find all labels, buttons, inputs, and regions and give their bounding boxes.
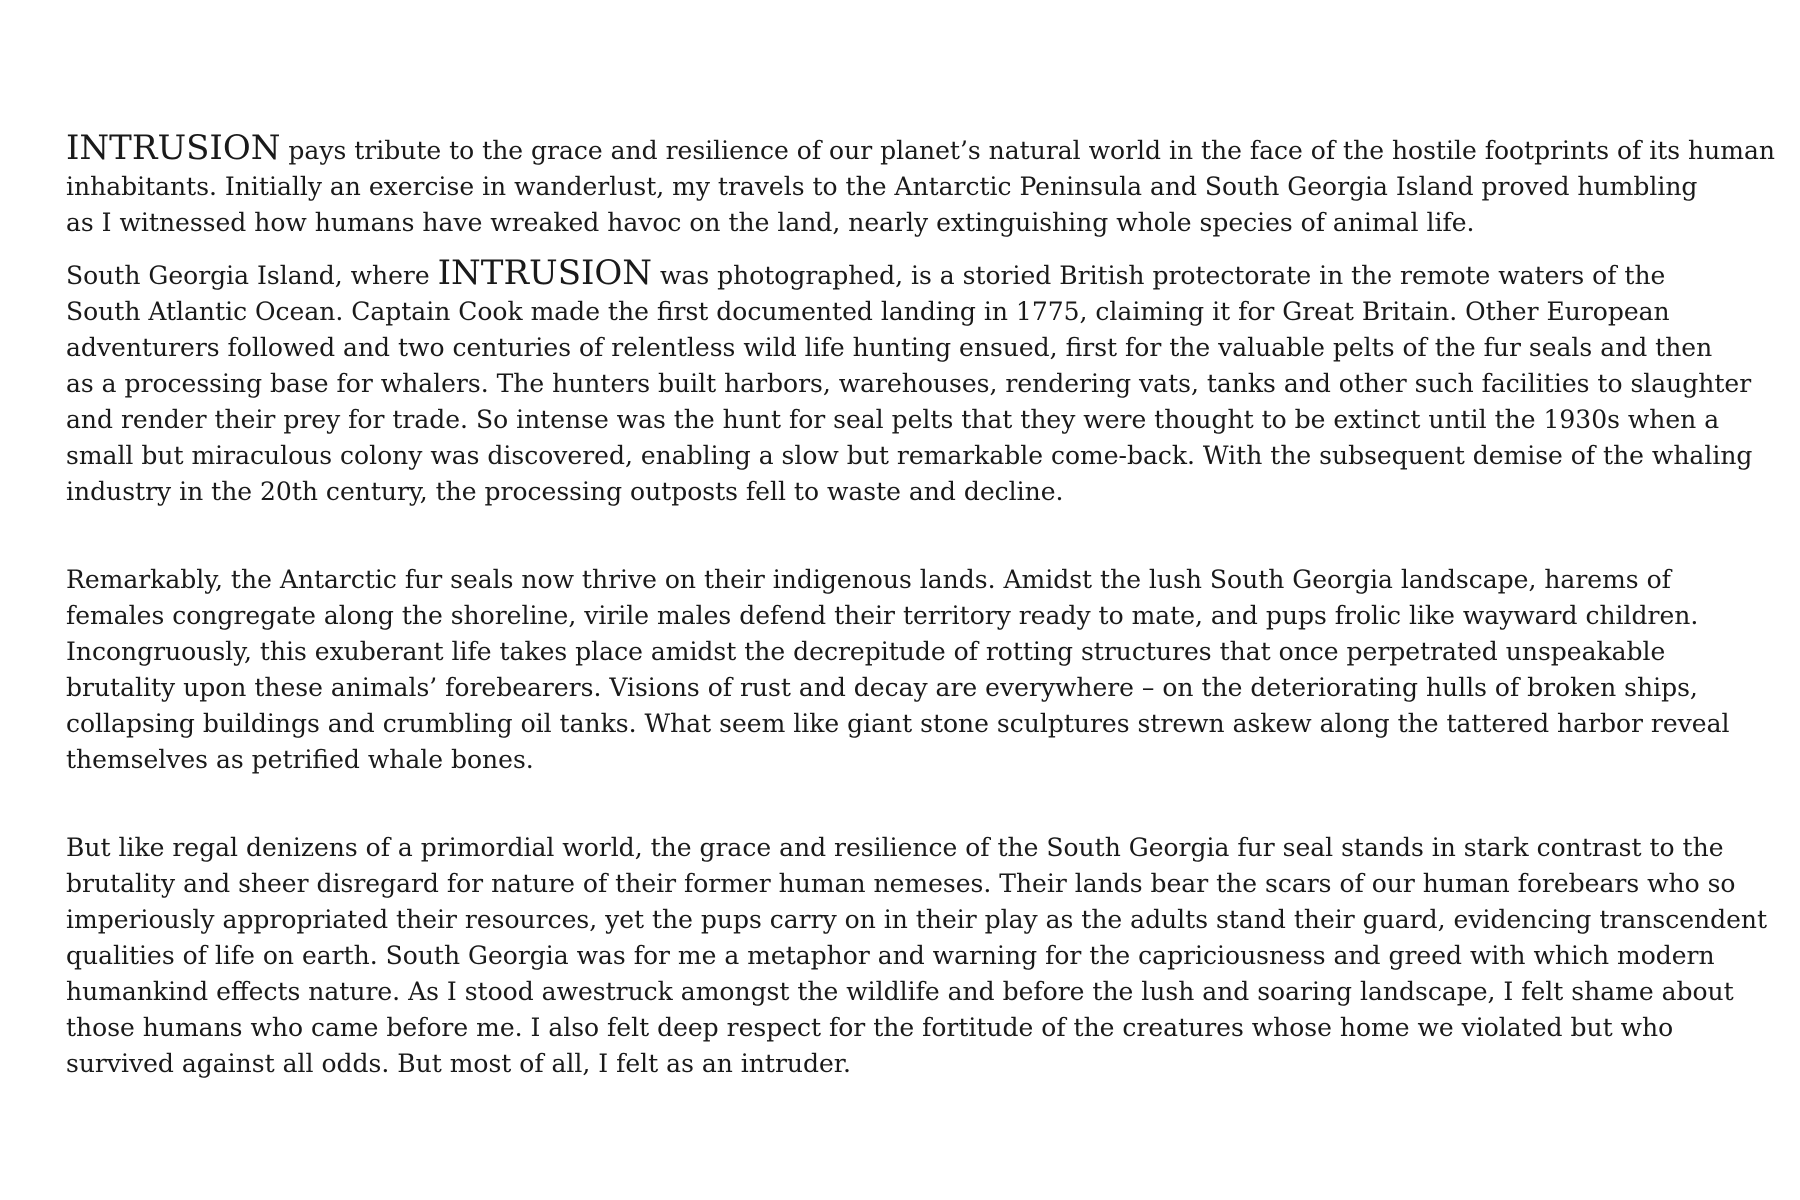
text-line: South Atlantic Ocean. Captain Cook made the first documented landing in 1775, claiming it for Great Britain. Other European [66, 297, 1670, 326]
paragraph-intro [66, 128, 1775, 241]
text-line: Incongruously, this exuberant life takes place amidst the decrepitude of rotting structures that once perpetrated unspeakable [66, 637, 1666, 666]
line-text: South Georgia Island, where [66, 261, 438, 290]
text-line [66, 255, 1746, 294]
line-text: pays tribute to the grace and resilience of our planet’s natural world in the face of the hostile footprints of its human [280, 136, 1775, 165]
text-line [66, 128, 1775, 169]
paragraph-reflection [66, 830, 1768, 1082]
text-line: humankind effects nature. As I stood awestruck amongst the wildlife and before the lush and soaring landscape, I felt shame about [66, 977, 1734, 1006]
text-line: collapsing buildings and crumbling oil tanks. What seem like giant stone sculptures strewn askew along the tattered harbor reveal [66, 709, 1730, 738]
text-line: brutality and sheer disregard for nature of their former human nemeses. Their lands bear the scars of our human forebears who so [66, 869, 1736, 898]
text-line: and render their prey for trade. So intense was the hunt for seal pelts that they were thought to be extinct until the 1930s when a [66, 405, 1720, 434]
text-line: as a processing base for whalers. The hunters built harbors, warehouses, rendering vats, tanks and other such facilities to slaughter [66, 369, 1752, 398]
text-line: industry in the 20th century, the processing outposts fell to waste and decline. [66, 477, 1064, 506]
text-line: as I witnessed how humans have wreaked havoc on the land, nearly extinguishing whole species of animal life. [66, 208, 1475, 237]
title-word: INTRUSION [66, 128, 281, 168]
text-line: inhabitants. Initially an exercise in wanderlust, my travels to the Antarctic Peninsula and South Georgia Island proved humbling [66, 172, 1698, 201]
text-line: brutality upon these animals’ forebearers. Visions of rust and decay are everywhere – on the deteriorating hulls of broken ships, [66, 673, 1698, 702]
paragraph-seals [66, 562, 1746, 778]
line-text: was photographed, is a storied British protectorate in the remote waters of the [652, 261, 1666, 290]
title-word: INTRUSION [437, 253, 653, 293]
text-line: adventurers followed and two centuries of relentless wild life hunting ensued, first for the valuable pelts of the fur seals and then [66, 333, 1713, 362]
text-line: imperiously appropriated their resources, yet the pups carry on in their play as the adults stand their guard, evidencing transcendent [66, 905, 1768, 934]
text-line: small but miraculous colony was discovered, enabling a slow but remarkable come-back. With the subsequent demise of the whaling [66, 441, 1753, 470]
text-line: survived against all odds. But most of all, I felt as an intruder. [66, 1049, 851, 1078]
text-line: But like regal denizens of a primordial world, the grace and resilience of the South Georgia fur seal stands in stark contrast to the [66, 833, 1724, 862]
paragraph-history [66, 253, 1753, 510]
text-line: themselves as petrified whale bones. [66, 745, 534, 774]
text-line: females congregate along the shoreline, virile males defend their territory ready to mate, and pups frolic like wayward children. [66, 601, 1699, 630]
text-line: qualities of life on earth. South Georgia was for me a metaphor and warning for the capriciousness and greed with which modern [66, 941, 1715, 970]
text-line: Remarkably, the Antarctic fur seals now thrive on their indigenous lands. Amidst the lush South Georgia landscape, harems of [66, 565, 1671, 594]
text-line: those humans who came before me. I also felt deep respect for the fortitude of the creatures whose home we violated but who [66, 1013, 1674, 1042]
artist-statement [66, 128, 1775, 1082]
